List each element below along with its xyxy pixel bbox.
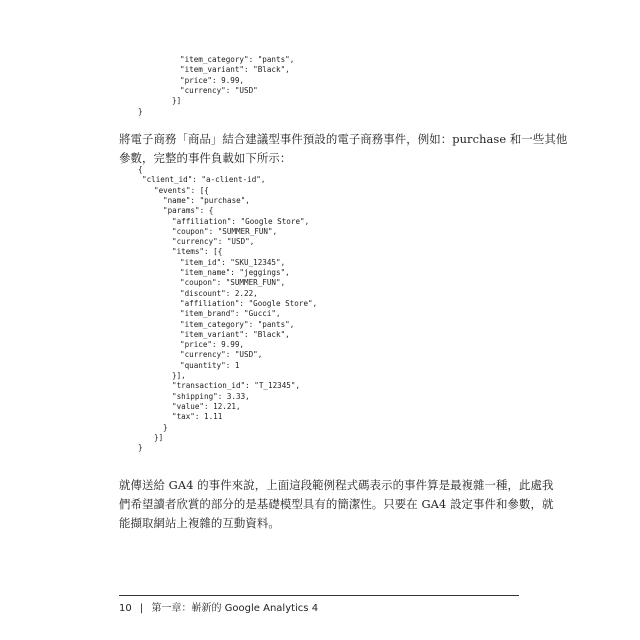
paragraph-purchase-intro — [119, 130, 568, 168]
code-purchase-line: "item_brand": "Gucci", — [180, 309, 281, 319]
code-purchase-line: { — [138, 165, 143, 174]
code-purchase-line: "items": [{ — [172, 247, 223, 257]
code-purchase-line: "price": 9.99, — [180, 340, 245, 350]
code-purchase-line: "value": 12.21, — [172, 401, 241, 411]
code-purchase-line: } — [138, 443, 143, 453]
code-purchase-line: "affiliation": "Google Store", — [172, 216, 310, 226]
code-purchase-line: "item_name": "jeggings", — [180, 268, 290, 277]
paragraph-line: 就傳送給 GA4 的事件來說，上面這段範例程式碼表示的事件算是最複雜一種，此處我 — [119, 478, 554, 492]
code-purchase-line: "coupon": "SUMMER_FUN", — [180, 278, 286, 288]
code-purchase-line: "quantity": 1 — [180, 360, 240, 370]
code-top-line: } — [138, 106, 143, 116]
code-purchase-line: "events": [{ — [154, 185, 209, 195]
code-top-line: }] — [172, 96, 182, 106]
code-purchase-line: "item_category": "pants", — [180, 319, 295, 329]
code-purchase-line: "params": { — [163, 206, 214, 216]
chapter-title: 第一章：嶄新的 Google Analytics 4 — [151, 603, 319, 614]
paragraph-line: 們希望讀者欣賞的部分的是基礎模型具有的簡潔性。只要在 GA4 設定事件和參數，就 — [119, 497, 554, 511]
code-purchase-line: "item_id": "SKU_12345", — [180, 257, 286, 267]
code-purchase-line: "currency": "USD", — [172, 237, 255, 247]
code-purchase-line: }], — [172, 371, 186, 380]
paragraph-ga4-summary — [119, 476, 554, 533]
code-top-line: "currency": "USD" — [180, 85, 258, 95]
code-top-line: "item_category": "pants", — [180, 55, 295, 64]
paragraph-line: 能擷取網站上複雜的互動資料。 — [119, 516, 280, 530]
code-purchase-line: "currency": "USD", — [180, 350, 263, 360]
code-purchase-line: }] — [154, 432, 164, 442]
code-purchase-line: "client_id": "a-client-id", — [142, 175, 266, 185]
code-purchase-line: "shipping": 3.33, — [172, 391, 250, 401]
page-footer — [119, 599, 318, 614]
page-number: 10 — [119, 603, 132, 614]
code-top-line: "item_variant": "Black", — [180, 65, 290, 75]
code-purchase-line: "name": "purchase", — [163, 195, 250, 205]
code-purchase-line: "item_variant": "Black", — [180, 329, 290, 339]
code-purchase-line: "discount": 2.22, — [180, 288, 258, 298]
paragraph-line: 將電子商務「商品」結合建議型事件預設的電子商務事件，例如：purchase 和一些其他 — [119, 132, 568, 146]
footer-rule — [119, 595, 519, 596]
code-purchase-line: "tax": 1.11 — [172, 412, 223, 422]
code-purchase-line: "transaction_id": "T_12345", — [172, 381, 301, 391]
code-purchase-line: "affiliation": "Google Store", — [180, 298, 318, 308]
code-purchase-line: "coupon": "SUMMER_FUN", — [172, 226, 278, 236]
code-purchase-line: } — [163, 422, 168, 432]
footer-separator: | — [139, 603, 144, 614]
paragraph-line: 參數，完整的事件負載如下所示： — [119, 151, 292, 165]
code-top-line: "price": 9.99, — [180, 75, 245, 85]
